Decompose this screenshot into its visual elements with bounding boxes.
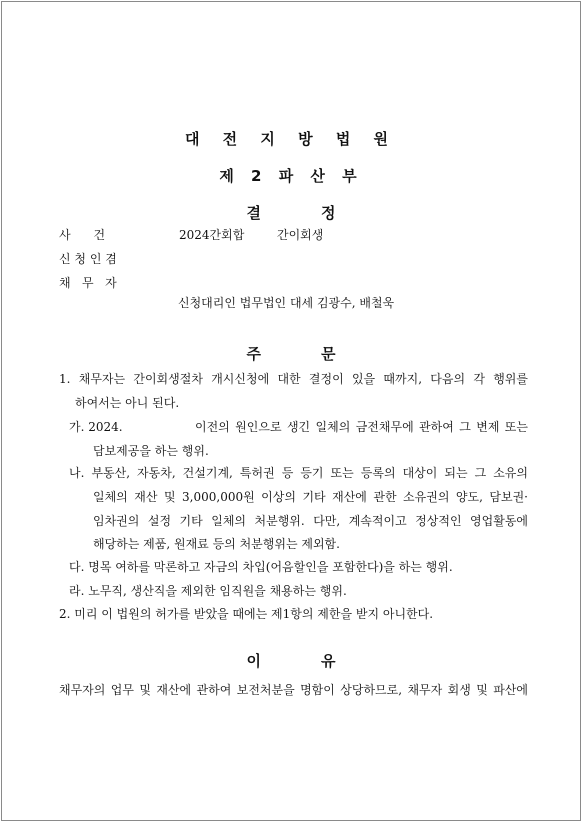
order-ga-line1: 이전의 원인으로 생긴 일체의 금전채무에 관하여 그 변제 또는 [195,420,528,434]
document-page [1,1,581,821]
reason-line1: 채무자의 업무 및 재산에 관하여 보전처분을 명함이 상당하므로, 채무자 회생 및 파산에 [59,683,528,697]
decision-title-left: 결 [246,204,261,222]
agent-line: 신청대리인 법무법인 대세 김광수, 배철욱 [178,296,395,310]
order-title [2,343,580,364]
order-da-line: 다. 명목 여하를 막론하고 자금의 차입(어음할인을 포함한다)을 하는 행위. [69,560,453,574]
order-title-right: 문 [321,345,336,363]
applicant-row [59,250,117,267]
reason-title-left: 이 [246,652,261,670]
order-title-left: 주 [246,345,261,363]
order-item2-line: 2. 미리 이 법원의 허가를 받았을 때에는 제1항의 제한을 받지 아니한다. [59,607,434,621]
debtor-row [59,274,117,291]
reason-title-right: 유 [321,652,336,670]
court-name: 대 전 지 방 법 원 [184,130,398,148]
case-row [59,226,324,243]
case-name: 간이회생 [277,228,324,242]
order-na-line4: 해당하는 제품, 원재료 등의 처분행위는 제외함. [93,537,340,551]
order-na-line2: 일체의 재산 및 3,000,000원 이상의 기타 재산에 관한 소유권의 양도, 담보권· [93,490,528,504]
order-ga-line2: 담보제공을 하는 행위. [93,444,209,458]
order-item1-line2: 하여서는 아니 된다. [75,396,180,410]
order-na-line1: 나. 부동산, 자동차, 건설기계, 특허권 등 등기 또는 등록의 대상이 되는 그 소유의 [69,466,528,480]
case-label: 사 건 [59,228,106,242]
debtor-label: 채 무 자 [59,276,117,290]
order-na-line3: 임차권의 설정 기타 일체의 처분행위. 다만, 계속적이고 정상적인 영업활동에 [93,514,528,528]
order-ra-line: 라. 노무직, 생산직을 제외한 임직원을 채용하는 행위. [69,584,347,598]
order-item1-line1: 1. 채무자는 간이회생절차 개시신청에 대한 결정이 있을 때까지, 다음의 각 행위를 [59,372,528,386]
case-number: 2024간회합 [179,228,245,242]
order-ga-prefix: 가. 2024. [69,420,123,434]
decision-title [2,202,580,223]
department-name: 제 2 파 산 부 [219,167,363,185]
applicant-label: 신 청 인 겸 [59,252,117,266]
decision-title-right: 정 [321,204,336,222]
reason-title [2,650,580,671]
